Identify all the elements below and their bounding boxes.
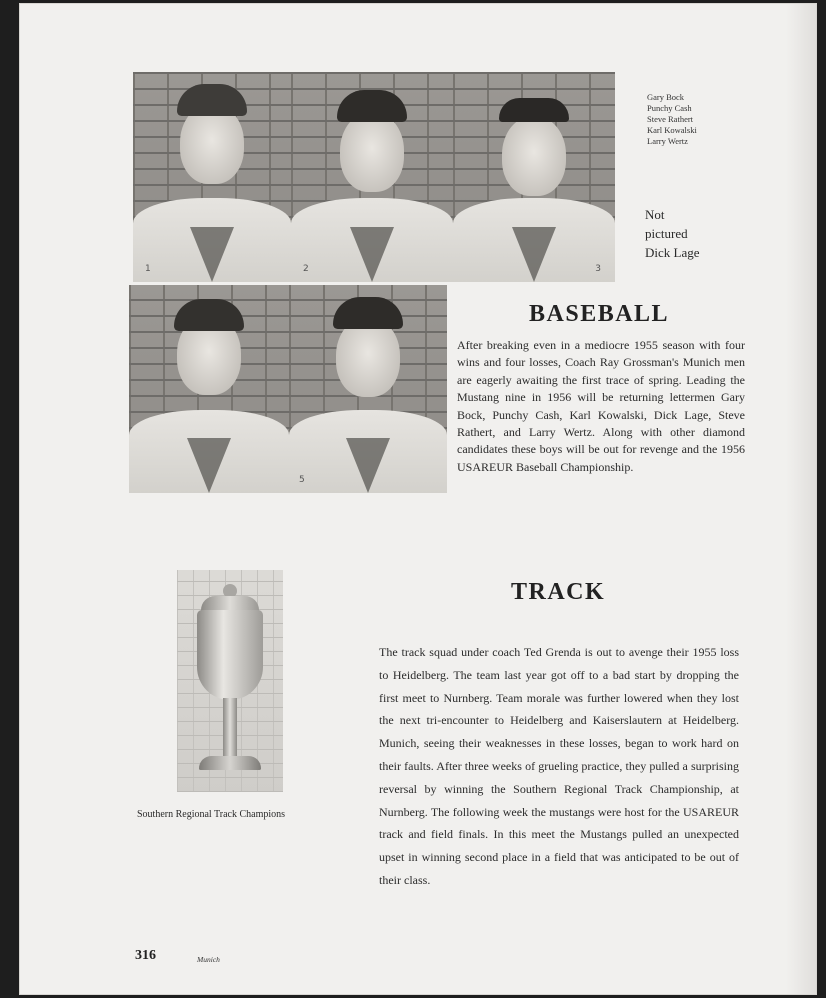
not-pictured-line-2: pictured xyxy=(645,226,688,241)
trophy-cup xyxy=(197,610,263,700)
baseball-title: BASEBALL xyxy=(529,301,670,327)
trophy-caption: Southern Regional Track Champions xyxy=(137,809,286,820)
player-photo-1 xyxy=(133,72,291,282)
jersey-collar xyxy=(190,227,234,282)
trophy-base xyxy=(199,756,261,770)
player-cap xyxy=(177,84,247,116)
roster-name: Larry Wertz xyxy=(647,136,688,146)
player-cap xyxy=(174,299,244,331)
track-paragraph: The track squad under coach Ted Grenda is out to avenge their 1955 loss to Heidelberg. The team last year got off to a bad start by dropping the first meet to Nurnberg. Team morale was further lowered when they lost the next tri-encounter to Heidelberg and Kaiserslautern at Heidelberg. Munich, seeing their weaknesses in these losses, began to work hard on their faults. After three weeks of grueling practice, they pulled a surprising reversal by winning the Southern Regional Track Championship, at Nurnberg. The following week the mustangs were host for the USAREUR track and field finals. In this meet the Mustangs pulled an unexpected upset in winning second place in a field that was anticipated to be out of their class. xyxy=(379,645,739,887)
jersey-collar xyxy=(346,438,390,493)
player-photo-2 xyxy=(291,72,453,282)
player-head xyxy=(180,104,244,184)
yearbook-page xyxy=(20,4,816,994)
photo-number: 1 xyxy=(145,264,151,274)
jersey-collar xyxy=(350,227,394,282)
not-pictured-line-1: Not xyxy=(645,207,665,222)
jersey-collar xyxy=(512,227,556,282)
player-cap xyxy=(337,90,407,122)
roster-name: Gary Bock xyxy=(647,92,685,102)
page-number: 316 xyxy=(135,948,156,963)
player-head xyxy=(336,317,400,397)
roster-name: Karl Kowalski xyxy=(647,125,697,135)
player-head xyxy=(340,112,404,192)
track-title: TRACK xyxy=(511,579,606,605)
jersey-collar xyxy=(187,438,231,493)
school-name: Munich xyxy=(197,955,220,964)
photo-number: 3 xyxy=(595,264,601,274)
player-photo-3 xyxy=(453,72,615,282)
player-photo-4 xyxy=(129,285,289,493)
roster-name: Steve Rathert xyxy=(647,114,694,124)
roster-name: Punchy Cash xyxy=(647,103,692,113)
player-cap xyxy=(333,297,403,329)
photo-number: 5 xyxy=(299,475,305,485)
trophy-photo xyxy=(177,570,283,792)
player-photo-5 xyxy=(289,285,447,493)
baseball-paragraph: After breaking even in a mediocre 1955 season with four wins and four losses, Coach Ray Grossman's Munich men are eagerly awaiting the first trace of spring. Leading the Mustang nine in 1956 will be returning lettermen Gary Bock, Punchy Cash, Karl Kowalski, Dick Lage, Steve Rathert, and Larry Wertz. Along with other diamond candidates these boys will be out for revenge and the 1956 USAREUR Baseball Championship. xyxy=(457,338,745,474)
player-hair xyxy=(499,98,569,122)
not-pictured-name: Dick Lage xyxy=(645,245,700,260)
photo-number: 2 xyxy=(303,264,309,274)
not-pictured-note xyxy=(645,205,700,262)
roster-list xyxy=(647,92,697,147)
player-head xyxy=(502,116,566,196)
trophy-stem xyxy=(223,698,237,758)
